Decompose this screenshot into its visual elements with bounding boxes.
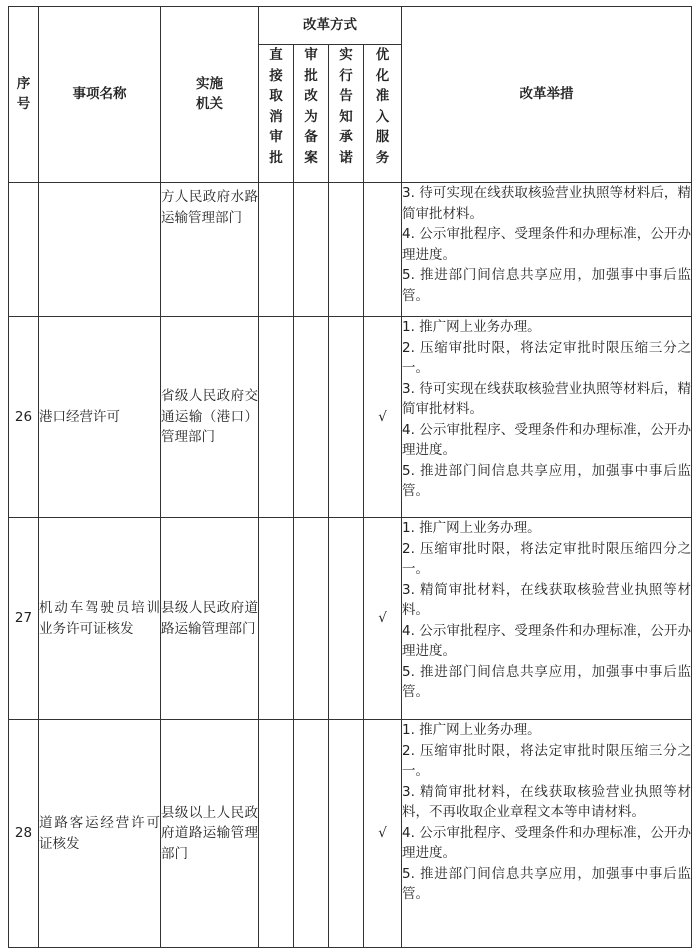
measure-item: 5. 推进部门间信息共享应用，加强事中事后监管。 [402,462,691,499]
table-row [9,720,692,948]
measure-item: 1. 推广网上业务办理。 [402,722,541,738]
row-measures [402,183,692,317]
row-item-name: 港口经营许可 [39,317,161,518]
row-measures [402,518,692,720]
cell-mode-cancel [259,518,294,720]
cell-mode-filing [294,183,329,317]
header-item-name: 事项名称 [39,7,161,183]
reform-table [8,6,692,948]
measure-item: 4. 公示审批程序、受理条件和办理标准，公开办理进度。 [402,421,691,458]
row-agency: 县级人民政府道路运输管理部门 [161,518,259,720]
header-measures: 改革举措 [402,7,692,183]
mode-text: 直接取消审批 [269,47,283,166]
cell-mode-cancel [259,183,294,317]
row-seq: 28 [9,720,39,948]
cell-mode-cancel [259,317,294,518]
row-item-name [39,183,161,317]
row-item-name: 道路客运经营许可证核发 [39,720,161,948]
measure-item: 4. 公示审批程序、受理条件和办理标准，公开办理进度。 [402,824,691,861]
table-row [9,317,692,518]
cell-mode-filing [294,518,329,720]
header-reform-mode: 改革方式 [259,7,402,45]
row-agency: 县级以上人民政府道路运输管理部门 [161,720,259,948]
table-row [9,183,692,317]
cell-mode-filing [294,720,329,948]
row-seq [9,183,39,317]
header-mode-optimize [364,45,402,183]
measure-item: 3. 精简审批材料，在线获取核验营业执照等材料，不再收取企业章程文本等申请材料。 [402,783,691,820]
mode-text: 实行告知承诺 [339,47,353,166]
measure-item: 5. 推进部门间信息共享应用，加强事中事后监管。 [402,865,691,902]
measure-item: 3. 待可实现在线获取核验营业执照等材料后，精简审批材料。 [402,185,691,222]
cell-mode-commitment [329,518,364,720]
cell-mode-optimize: √ [364,720,402,948]
cell-mode-commitment [329,317,364,518]
measure-item: 1. 推广网上业务办理。 [402,319,541,335]
header-mode-filing [294,45,329,183]
header-seq [9,7,39,183]
header-agency-text: 实施机关 [196,76,223,113]
table-row [9,518,692,720]
measure-item: 2. 压缩审批时限，将法定审批时限压缩三分之一。 [402,339,691,376]
cell-mode-commitment [329,720,364,948]
header-seq-text: 序号 [16,76,31,113]
cell-mode-optimize [364,183,402,317]
measure-item: 4. 公示审批程序、受理条件和办理标准，公开办理进度。 [402,226,691,263]
measure-item: 5. 推进部门间信息共享应用，加强事中事后监管。 [402,267,691,304]
row-seq: 27 [9,518,39,720]
cell-mode-commitment [329,183,364,317]
row-item-name: 机动车驾驶员培训业务许可证核发 [39,518,161,720]
cell-mode-optimize: √ [364,317,402,518]
measure-item: 2. 压缩审批时限，将法定审批时限压缩三分之一。 [402,742,691,779]
measure-item: 1. 推广网上业务办理。 [402,520,541,536]
header-agency [161,7,259,183]
measure-item: 5. 推进部门间信息共享应用，加强事中事后监管。 [402,663,691,700]
measure-item: 3. 待可实现在线获取核验营业执照等材料后，精简审批材料。 [402,380,691,417]
measure-item: 4. 公示审批程序、受理条件和办理标准，公开办理进度。 [402,622,691,659]
row-seq: 26 [9,317,39,518]
mode-text: 优化准入服务 [375,47,390,166]
row-measures [402,317,692,518]
cell-mode-optimize: √ [364,518,402,720]
measure-item: 2. 压缩审批时限，将法定审批时限压缩四分之一。 [402,540,691,577]
measure-item: 3. 精简审批材料，在线获取核验营业执照等材料。 [402,581,691,618]
mode-text: 审批改为备案 [304,47,318,166]
header-mode-cancel [259,45,294,183]
cell-mode-cancel [259,720,294,948]
header-mode-commitment [329,45,364,183]
row-agency: 省级人民政府交通运输（港口）管理部门 [161,317,259,518]
cell-mode-filing [294,317,329,518]
row-measures [402,720,692,948]
row-agency: 方人民政府水路运输管理部门 [161,183,259,317]
